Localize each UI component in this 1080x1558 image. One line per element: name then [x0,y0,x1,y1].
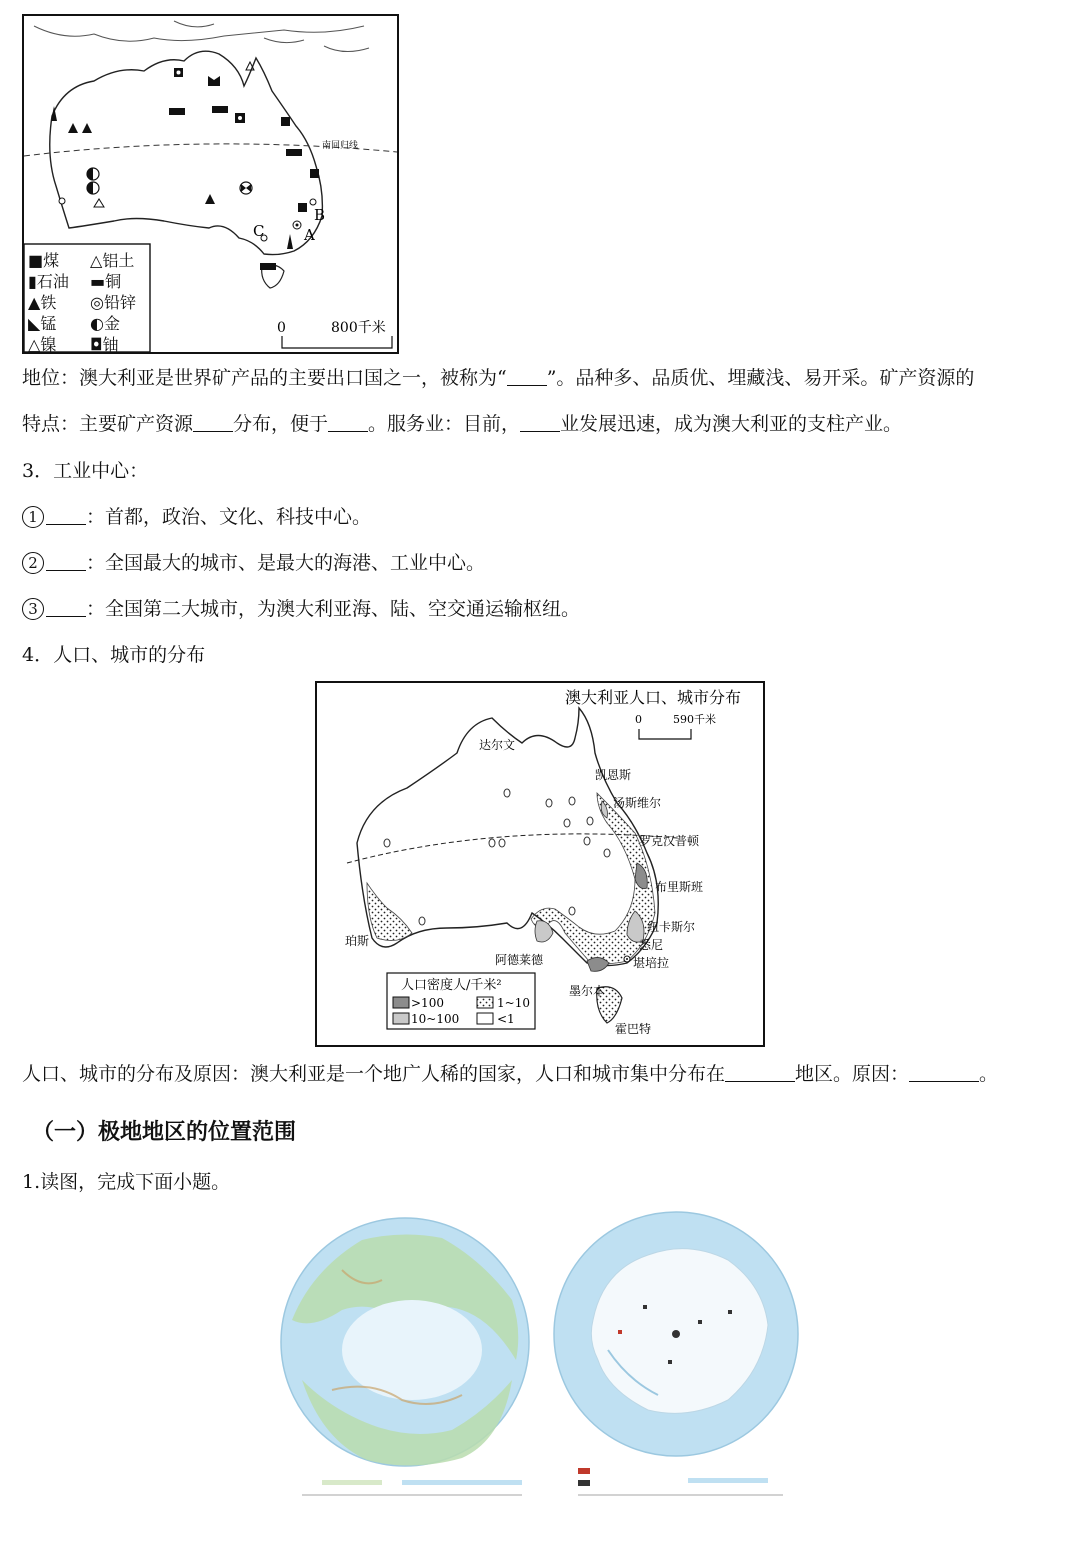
blank-nickname[interactable] [507,367,547,386]
city-sydney: 悉尼 [639,938,664,952]
blank-convenience[interactable] [328,413,368,432]
section-3-title: 3．工业中心： [22,460,149,482]
legend-oil: ▮石油 [28,272,69,291]
industrial-center-1: 1 ：首都，政治、文化、科技中心。 [22,505,371,529]
mineral-map [22,14,399,354]
density-legend-low: 1~10 [497,996,530,1010]
population-map [315,681,765,1047]
section-heading: （一）极地地区的位置范围 [32,1120,297,1145]
city-perth: 珀斯 [345,934,370,948]
density-legend-mid: 10~100 [411,1012,460,1026]
pop-map-title: 澳大利亚人口、城市分布 [565,688,742,707]
pop-scale-label: 590千米 [673,713,716,726]
pop-scale-zero: 0 [635,713,642,726]
city-rockhampton: 罗克汉普顿 [639,834,700,848]
city-canberra: 堪培拉 [633,956,670,970]
city-cairns: 凯恩斯 [595,768,632,782]
city-adelaide: 阿德莱德 [495,953,544,967]
copper-icon [169,108,185,115]
city-townsville: 汤斯维尔 [613,796,662,810]
scale-label: 800千米 [331,320,386,336]
blank-industry[interactable] [520,413,560,432]
tropic-label: 南回归线 [322,141,359,151]
legend-nickel: △镍 [28,335,57,354]
population-distribution-line: 人口、城市的分布及原因：澳大利亚是一个地广人稀的国家，人口和城市集中分布在 地区。原因： 。 [22,1063,999,1085]
density-legend-high: >100 [411,996,444,1010]
city-newcastle: 纽卡斯尔 [647,920,696,934]
blank-capital[interactable] [46,506,86,525]
legend-gold: ◐金 [90,314,120,333]
density-legend-sparse: <1 [497,1012,515,1026]
legend-lead-zinc: ◎铅锌 [90,293,136,312]
legend-iron: ▲铁 [28,293,57,312]
density-legend-title: 人口密度人/千米² [401,978,502,993]
blank-region[interactable] [725,1063,795,1082]
arctic-map [272,1210,537,1510]
city-melbourne: 墨尔本 [569,984,606,998]
antarctic-map [548,1210,808,1510]
industrial-center-2: 2 ：全国最大的城市、是最大的海港、工业中心。 [22,551,485,575]
question-1: 1.读图，完成下面小题。 [22,1171,231,1193]
blank-second-city[interactable] [46,598,86,617]
city-hobart: 霍巴特 [615,1022,652,1036]
city-darwin: 达尔文 [479,738,516,752]
blank-largest-city[interactable] [46,552,86,571]
marker-b: B [314,206,326,224]
legend-bauxite: △铝土 [90,251,135,270]
legend-coal: ■煤 [28,251,60,270]
section-4-title: 4．人口、城市的分布 [22,644,206,666]
marker-a: A [304,226,315,244]
blank-reason[interactable] [909,1063,979,1082]
city-brisbane: 布里斯班 [655,880,704,894]
marker-c: C [253,222,265,240]
scale-zero: 0 [277,320,286,336]
legend-manganese: ◣锰 [28,314,57,333]
status-paragraph-line1: 地位：澳大利亚是世界矿产品的主要出口国之一，被称为“ ”。品种多、品质优、埋藏浅、易开采。矿产资源的 [22,367,975,389]
status-paragraph-line2: 特点：主要矿产资源 分布，便于 。服务业：目前， 业发展迅速，成为澳大利亚的支柱产业。 [22,413,903,435]
legend-uranium: ◘铀 [90,335,119,354]
legend-copper: ▬铜 [90,272,122,291]
industrial-center-3: 3 ：全国第二大城市，为澳大利亚海、陆、空交通运输枢纽。 [22,597,580,621]
blank-distribution[interactable] [193,413,233,432]
coal-icon [281,117,290,126]
